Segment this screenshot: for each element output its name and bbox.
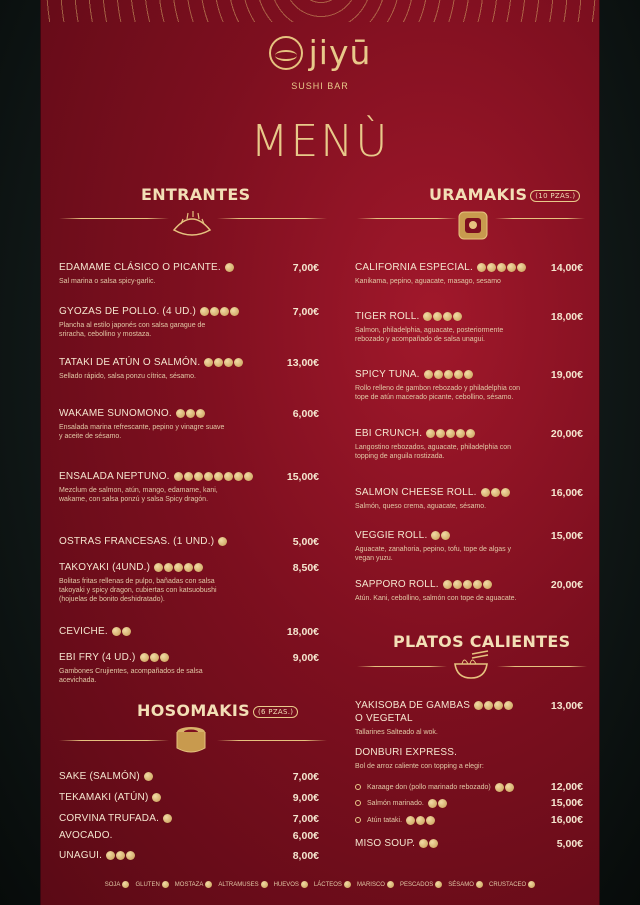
allergen-icon — [424, 370, 433, 379]
menu-item-yakisoba — [355, 700, 583, 737]
allergen-icon — [443, 312, 452, 321]
menu-item — [59, 626, 319, 637]
allergen-icon — [160, 653, 169, 662]
section-title-uramakis — [429, 185, 580, 204]
allergen-icon — [491, 488, 500, 497]
allergen-icon — [214, 472, 223, 481]
allergen-icon — [224, 472, 233, 481]
allergen-icon — [261, 881, 268, 888]
allergen-icons — [140, 653, 169, 662]
item-name: EDAMAME CLÁSICO O PICANTE. — [59, 262, 319, 273]
allergen-icon — [504, 701, 513, 710]
item-name: EBI FRY (4 UD.) — [59, 652, 319, 663]
allergen-icon — [429, 839, 438, 848]
item-price: 8,50€ — [292, 562, 319, 574]
allergen-icons — [112, 627, 131, 636]
allergen-icons — [431, 531, 450, 540]
allergen-icon — [428, 799, 437, 808]
item-price: 7,00€ — [292, 771, 319, 783]
allergen-icons — [200, 307, 239, 316]
option-name: Salmón marinado. — [367, 799, 424, 807]
item-price: 7,00€ — [292, 306, 319, 318]
allergen-icon — [344, 881, 351, 888]
allergen-icon — [244, 472, 253, 481]
allergen-icons — [106, 851, 135, 860]
item-desc: Sal marina o salsa spicy-garlic. — [59, 278, 156, 285]
option-name: Atún tataki. — [367, 816, 403, 824]
allergen-icon — [122, 627, 131, 636]
item-desc: Plancha al estilo japonés con salsa garague de sriracha, cebollino y mostaza. — [59, 322, 206, 338]
item-name: AVOCADO. — [59, 830, 113, 841]
item-desc: Sellado rápido, salsa ponzu cítrica, sésamo. — [59, 373, 196, 380]
item-price: 7,00€ — [292, 813, 319, 825]
item-desc: Bolitas fritas rellenas de pulpo, bañadas con salsa takoyaki y spicy dragon, cubiertas con katsuobushi (hojuelas de bonito deshidratado). — [59, 578, 217, 603]
item-price: 18,00€ — [550, 311, 583, 323]
allergen-icon — [214, 358, 223, 367]
legend-item — [448, 881, 483, 888]
allergen-icon — [487, 263, 496, 272]
menu-item — [59, 792, 319, 803]
pieces-badge: (10 PZAS.) — [530, 190, 580, 202]
menu-item — [59, 830, 319, 841]
item-name: SAKE (SALMÓN) — [59, 771, 319, 782]
item-price: 6,00€ — [292, 830, 319, 842]
legend-item — [135, 881, 168, 888]
allergen-icon — [456, 429, 465, 438]
legend-item — [489, 881, 535, 888]
allergen-icon — [174, 563, 183, 572]
item-name: TAKOYAKI (4UND.) — [59, 562, 319, 573]
menu-item-donburi — [355, 747, 583, 771]
legend-label: ALTRAMUSES — [218, 881, 259, 888]
allergen-icon — [106, 851, 115, 860]
allergen-icon — [443, 580, 452, 589]
allergen-icon — [144, 772, 153, 781]
logo-icon — [269, 36, 303, 70]
menu-item — [355, 428, 583, 461]
allergen-icon — [205, 881, 212, 888]
item-name: DONBURI EXPRESS. — [355, 747, 458, 758]
legend-label: HUEVOS — [273, 881, 299, 888]
allergen-icon — [194, 472, 203, 481]
uramaki-icon — [457, 209, 489, 241]
item-desc: Rollo relleno de gambon rebozado y philadelphia con tope de atún macerado picante, cebollino, sésamo. — [355, 385, 521, 401]
allergen-icon — [505, 783, 514, 792]
allergen-icon — [453, 580, 462, 589]
allergen-icon — [126, 851, 135, 860]
gyoza-icon — [171, 204, 213, 242]
item-name: SPICY TUNA. — [355, 369, 583, 380]
item-name: GYOZAS DE POLLO. (4 UD.) — [59, 306, 319, 317]
item-name: CALIFORNIA ESPECIAL. — [355, 262, 583, 273]
allergen-icons — [144, 772, 153, 781]
divider — [495, 218, 585, 219]
item-price: 14,00€ — [550, 262, 583, 274]
legend-label: SÉSAMO — [448, 881, 474, 888]
item-name: WAKAME SUNOMONO. — [59, 408, 319, 419]
allergen-icons — [218, 537, 227, 546]
donburi-option — [355, 797, 583, 809]
allergen-icon — [150, 653, 159, 662]
allergen-icon — [476, 881, 483, 888]
item-name-line2: O VEGETAL — [355, 713, 413, 724]
allergen-icon — [434, 370, 443, 379]
legend-item — [175, 881, 213, 888]
maki-icon — [173, 724, 209, 756]
item-name: VEGGIE ROLL. — [355, 530, 583, 541]
item-name: ENSALADA NEPTUNO. — [59, 471, 319, 482]
donburi-option — [355, 814, 583, 826]
allergen-icon — [433, 312, 442, 321]
bullet-icon — [355, 817, 361, 823]
allergen-icons — [423, 312, 462, 321]
menu-item — [355, 262, 583, 286]
item-price: 5,00€ — [556, 838, 583, 850]
allergen-icons — [174, 472, 253, 481]
legend-item — [218, 881, 267, 888]
item-name: TEKAMAKI (ATÚN) — [59, 792, 319, 803]
menu-item — [59, 562, 319, 604]
bullet-icon — [355, 800, 361, 806]
legend-label: GLUTEN — [135, 881, 160, 888]
menu-item — [59, 471, 319, 504]
allergen-icon — [483, 580, 492, 589]
allergen-icon — [176, 409, 185, 418]
allergen-icon — [200, 307, 209, 316]
allergen-icon — [517, 263, 526, 272]
allergen-icon — [210, 307, 219, 316]
allergen-icon — [194, 563, 203, 572]
pieces-badge: (6 PZAS.) — [253, 706, 298, 718]
allergen-icon — [301, 881, 308, 888]
allergen-icons — [419, 839, 438, 848]
allergen-icon — [466, 429, 475, 438]
allergen-icon — [453, 312, 462, 321]
option-price: 16,00€ — [550, 814, 583, 826]
allergen-icon — [196, 409, 205, 418]
legend-label: CRUSTACEO — [488, 881, 527, 888]
allergen-icon — [140, 653, 149, 662]
allergen-icon — [116, 851, 125, 860]
allergen-legend — [41, 881, 599, 888]
menu-item-miso — [355, 838, 583, 849]
item-price: 15,00€ — [286, 471, 319, 483]
allergen-icons — [495, 783, 514, 792]
allergen-icons — [225, 263, 234, 272]
item-price: 9,00€ — [292, 792, 319, 804]
allergen-icon — [174, 472, 183, 481]
item-price: 20,00€ — [550, 428, 583, 440]
allergen-icons — [426, 429, 475, 438]
divider — [497, 666, 587, 667]
allergen-icon — [419, 839, 428, 848]
item-desc: Ensalada marina refrescante, pepino y vinagre suave y aceite de sésamo. — [59, 424, 225, 440]
item-desc: Salmón, queso crema, aguacate, sésamo. — [355, 503, 487, 510]
item-name: MISO SOUP. — [355, 838, 583, 849]
menu-item — [355, 311, 583, 344]
legend-label: LÁCTEOS — [313, 881, 342, 888]
allergen-icon — [484, 701, 493, 710]
item-price: 13,00€ — [286, 357, 319, 369]
allergen-icon — [186, 409, 195, 418]
item-name: TATAKI DE ATÚN O SALMÓN. — [59, 357, 319, 368]
allergen-icon — [474, 701, 483, 710]
brand-name: jiyū — [308, 33, 372, 72]
item-price: 15,00€ — [550, 530, 583, 542]
allergen-icon — [154, 563, 163, 572]
item-desc: Tallarines Salteado al wok. — [355, 729, 438, 736]
legend-label: MARISCO — [356, 881, 385, 888]
allergen-icon — [441, 531, 450, 540]
allergen-icons — [481, 488, 510, 497]
item-name: SALMON CHEESE ROLL. — [355, 487, 583, 498]
divider — [357, 218, 457, 219]
wave-pattern — [41, 0, 600, 22]
allergen-icon — [477, 263, 486, 272]
item-price: 7,00€ — [292, 262, 319, 274]
divider — [59, 740, 169, 741]
allergen-icon — [426, 816, 435, 825]
allergen-icon — [387, 881, 394, 888]
divider — [217, 740, 327, 741]
item-desc: Aguacate, zanahoria, pepino, tofu, tope de algas y vegan yuzu. — [355, 546, 512, 562]
item-name: UNAGUI. — [59, 850, 319, 861]
allergen-icon — [495, 783, 504, 792]
menu-item — [355, 530, 583, 563]
item-name: SAPPORO ROLL. — [355, 579, 583, 590]
allergen-icon — [164, 563, 173, 572]
divider — [357, 666, 447, 667]
menu-item — [59, 850, 319, 861]
legend-item — [105, 881, 130, 888]
item-desc: Gambones Crujientes, acompañados de salsa acevichada. — [59, 668, 203, 684]
legend-label: PESCADOS — [399, 881, 434, 888]
allergen-icon — [152, 793, 161, 802]
allergen-icon — [507, 263, 516, 272]
allergen-icon — [184, 472, 193, 481]
allergen-icon — [444, 370, 453, 379]
menu-item — [59, 813, 319, 824]
allergen-icon — [204, 358, 213, 367]
allergen-icons — [154, 563, 203, 572]
legend-label: SOJA — [104, 881, 121, 888]
section-title-hosomakis — [137, 701, 298, 720]
legend-item — [314, 881, 351, 888]
item-desc: Kanikama, pepino, aguacate, masago, sesamo — [355, 278, 501, 285]
item-name: YAKISOBA DE GAMBAS — [355, 700, 583, 711]
allergen-icons — [428, 799, 447, 808]
allergen-icons — [443, 580, 492, 589]
legend-item — [274, 881, 308, 888]
menu-item — [59, 357, 319, 381]
item-name: CEVICHE. — [59, 626, 319, 637]
item-price: 16,00€ — [550, 487, 583, 499]
page-title: MENÙ — [250, 116, 390, 167]
allergen-icon — [122, 881, 129, 888]
item-name: TIGER ROLL. — [355, 311, 583, 322]
allergen-icon — [406, 816, 415, 825]
allergen-icon — [423, 312, 432, 321]
menu-item — [59, 408, 319, 441]
allergen-icon — [431, 531, 440, 540]
item-desc: Bol de arroz caliente con topping a elegir: — [355, 763, 484, 770]
allergen-icons — [477, 263, 526, 272]
allergen-icon — [438, 799, 447, 808]
menu-item — [59, 536, 319, 547]
hosomakis-label: HOSOMAKIS — [137, 701, 250, 720]
option-name: Karaage don (pollo marinado rebozado) — [367, 783, 491, 791]
allergen-icons — [176, 409, 205, 418]
menu-item — [355, 487, 583, 511]
legend-label: MOSTAZA — [174, 881, 204, 888]
allergen-icon — [218, 537, 227, 546]
section-title-entrantes: ENTRANTES — [141, 185, 251, 204]
menu-item — [59, 652, 319, 685]
menu-item — [59, 306, 319, 339]
legend-item — [400, 881, 442, 888]
allergen-icon — [501, 488, 510, 497]
menu-card — [40, 0, 600, 905]
allergen-icon — [204, 472, 213, 481]
menu-item — [59, 771, 319, 782]
allergen-icon — [528, 881, 535, 888]
allergen-icon — [436, 429, 445, 438]
allergen-icon — [481, 488, 490, 497]
allergen-icons — [163, 814, 172, 823]
item-name: CORVINA TRUFADA. — [59, 813, 319, 824]
allergen-icon — [435, 881, 442, 888]
allergen-icon — [426, 429, 435, 438]
item-price: 20,00€ — [550, 579, 583, 591]
menu-item — [355, 579, 583, 603]
noodle-bowl-icon — [452, 650, 490, 682]
divider — [217, 218, 327, 219]
uramakis-label: URAMAKIS — [429, 185, 528, 204]
item-price: 13,00€ — [550, 700, 583, 712]
allergen-icon — [234, 472, 243, 481]
item-price: 9,00€ — [292, 652, 319, 664]
item-price: 8,00€ — [292, 850, 319, 862]
item-price: 5,00€ — [292, 536, 319, 548]
logo — [41, 33, 599, 91]
allergen-icon — [454, 370, 463, 379]
allergen-icon — [473, 580, 482, 589]
bullet-icon — [355, 784, 361, 790]
allergen-icons — [424, 370, 473, 379]
allergen-icon — [162, 881, 169, 888]
section-title-calientes: PLATOS CALIENTES — [393, 632, 571, 651]
allergen-icons — [406, 816, 435, 825]
divider — [59, 218, 169, 219]
allergen-icon — [446, 429, 455, 438]
allergen-icon — [112, 627, 121, 636]
item-price: 18,00€ — [286, 626, 319, 638]
item-desc: Langostino rebozados, aguacate, philadelphia con topping de anguila rostizada. — [355, 444, 512, 460]
item-name: OSTRAS FRANCESAS. (1 UND.) — [59, 536, 319, 547]
legend-item — [357, 881, 394, 888]
allergen-icon — [234, 358, 243, 367]
menu-item — [355, 369, 583, 402]
allergen-icon — [225, 263, 234, 272]
item-desc: Salmon, philadelphia, aguacate, posteriormente rebozado y acompañado de salsa unagui. — [355, 327, 504, 343]
allergen-icon — [494, 701, 503, 710]
item-price: 19,00€ — [550, 369, 583, 381]
item-desc: Mezclum de salmon, atún, mango, edamame, kani, wakame, con salsa ponzú y salsa Spicy dragón. — [59, 487, 218, 503]
allergen-icon — [184, 563, 193, 572]
allergen-icon — [163, 814, 172, 823]
allergen-icon — [463, 580, 472, 589]
allergen-icon — [224, 358, 233, 367]
option-price: 12,00€ — [550, 781, 583, 793]
allergen-icons — [204, 358, 243, 367]
allergen-icons — [152, 793, 161, 802]
allergen-icon — [497, 263, 506, 272]
allergen-icon — [220, 307, 229, 316]
item-name: EBI CRUNCH. — [355, 428, 583, 439]
item-desc: Atún. Kani, cebollino, salmón con tope de aguacate. — [355, 595, 517, 602]
option-price: 15,00€ — [550, 797, 583, 809]
allergen-icon — [464, 370, 473, 379]
allergen-icon — [230, 307, 239, 316]
donburi-option — [355, 781, 583, 793]
menu-item — [59, 262, 319, 286]
allergen-icons — [474, 701, 513, 710]
allergen-icon — [416, 816, 425, 825]
brand-subtitle: SUSHI BAR — [291, 81, 349, 91]
item-price: 6,00€ — [292, 408, 319, 420]
